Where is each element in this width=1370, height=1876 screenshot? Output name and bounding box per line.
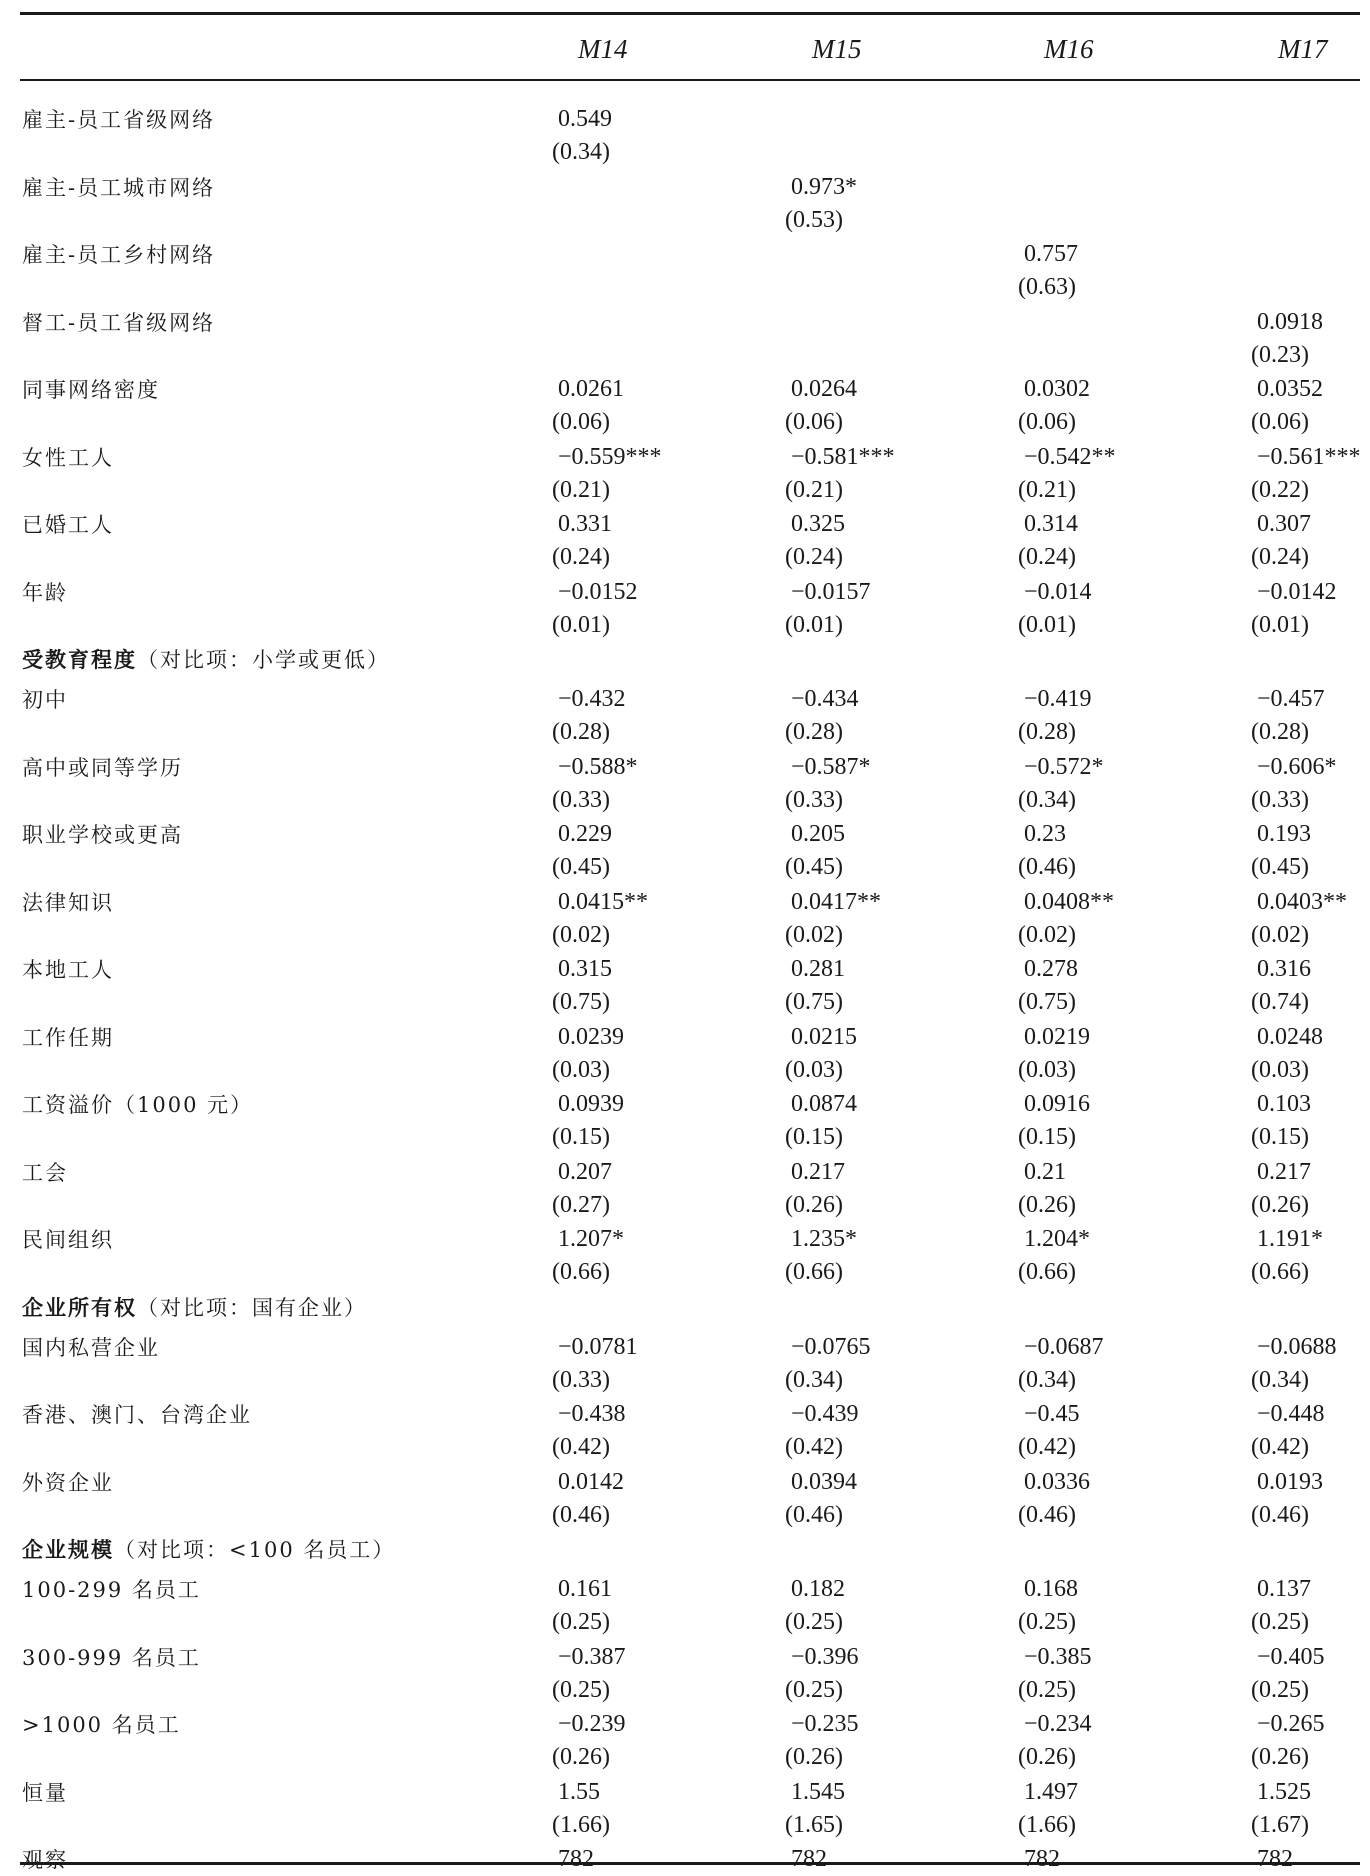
coefficient-cell: −0.561*** bbox=[1257, 443, 1361, 470]
std-error-cell: (0.25) bbox=[1251, 1676, 1309, 1703]
coefficient-cell: 0.0408** bbox=[1024, 888, 1114, 915]
std-error-cell: (0.75) bbox=[1018, 989, 1076, 1015]
coefficient-cell: −0.448 bbox=[1257, 1401, 1325, 1427]
coefficient-cell: 0.0394 bbox=[791, 1468, 857, 1495]
coefficient-cell: 0.217 bbox=[1257, 1158, 1311, 1185]
std-error-cell: (0.45) bbox=[1251, 854, 1309, 880]
coefficient-cell: −0.265 bbox=[1257, 1711, 1325, 1737]
coefficient-cell: 0.0916 bbox=[1024, 1091, 1090, 1117]
coefficient-cell: −0.438 bbox=[558, 1401, 626, 1427]
coefficient-cell: 0.0918 bbox=[1257, 308, 1323, 335]
coefficient-cell: 1.207* bbox=[558, 1226, 624, 1252]
coefficient-cell: 0.217 bbox=[791, 1158, 845, 1185]
std-error-cell: (0.46) bbox=[1018, 854, 1076, 880]
std-error-cell: (0.01) bbox=[1018, 611, 1076, 638]
coefficient-cell: 1.497 bbox=[1024, 1778, 1078, 1805]
std-error-cell: (0.33) bbox=[552, 786, 610, 813]
std-error-cell: (0.33) bbox=[785, 786, 843, 813]
coefficient-cell: −0.405 bbox=[1257, 1643, 1325, 1670]
coefficient-cell: −0.432 bbox=[558, 686, 626, 712]
row-label: 工作任期 bbox=[22, 1025, 114, 1050]
std-error-cell: (1.66) bbox=[1018, 1811, 1076, 1838]
coefficient-cell: 0.973* bbox=[791, 173, 857, 200]
std-error-cell: (0.75) bbox=[785, 989, 843, 1015]
coefficient-cell: −0.572* bbox=[1024, 753, 1104, 780]
coefficient-cell: −0.587* bbox=[791, 753, 871, 780]
std-error-cell: (0.02) bbox=[785, 921, 843, 948]
coefficient-cell: 0.314 bbox=[1024, 511, 1078, 537]
std-error-cell: (0.34) bbox=[552, 139, 610, 165]
std-error-cell: (0.01) bbox=[552, 611, 610, 638]
row-label: 职业学校或更高 bbox=[22, 823, 183, 847]
std-error-cell: (0.01) bbox=[1251, 611, 1309, 638]
std-error-cell: (0.46) bbox=[785, 1501, 843, 1528]
coefficient-cell: 0.0215 bbox=[791, 1023, 857, 1050]
coefficient-cell: 0.0264 bbox=[791, 376, 857, 402]
coefficient-cell: 0.23 bbox=[1024, 821, 1066, 847]
coefficient-cell: 0.103 bbox=[1257, 1091, 1311, 1117]
std-error-cell: (0.02) bbox=[552, 921, 610, 948]
std-error-cell: (0.27) bbox=[552, 1191, 610, 1218]
coefficient-cell: −0.0142 bbox=[1257, 578, 1337, 605]
coefficient-cell: −0.606* bbox=[1257, 753, 1337, 780]
column-header-m16: M16 bbox=[1044, 34, 1094, 64]
std-error-cell: (0.21) bbox=[1018, 476, 1076, 503]
std-error-cell: (0.25) bbox=[785, 1609, 843, 1635]
row-label: 高中或同等学历 bbox=[22, 755, 183, 780]
std-error-cell: (0.03) bbox=[785, 1056, 843, 1083]
coefficient-cell: −0.439 bbox=[791, 1401, 859, 1427]
coefficient-cell: −0.588* bbox=[558, 753, 638, 780]
std-error-cell: (0.42) bbox=[552, 1434, 610, 1460]
coefficient-cell: 0.281 bbox=[791, 956, 845, 982]
std-error-cell: (0.66) bbox=[785, 1259, 843, 1285]
coefficient-cell: 0.278 bbox=[1024, 956, 1078, 982]
std-error-cell: (0.33) bbox=[552, 1366, 610, 1393]
std-error-cell: (0.34) bbox=[1018, 786, 1076, 813]
section-heading-note: （对比项：小学或更低） bbox=[137, 648, 390, 672]
coefficient-cell: 0.0417** bbox=[791, 888, 881, 915]
coefficient-cell: 1.235* bbox=[791, 1226, 857, 1252]
std-error-cell: (0.25) bbox=[552, 1609, 610, 1635]
coefficient-cell: 0.207 bbox=[558, 1158, 612, 1185]
coefficient-cell: 0.229 bbox=[558, 821, 612, 847]
coefficient-cell: −0.457 bbox=[1257, 686, 1325, 712]
coefficient-cell: 0.0415** bbox=[558, 888, 648, 915]
column-header-m14: M14 bbox=[578, 34, 628, 64]
coefficient-cell: −0.239 bbox=[558, 1711, 626, 1737]
coefficient-cell: 0.315 bbox=[558, 956, 612, 982]
coefficient-cell: −0.0765 bbox=[791, 1333, 871, 1360]
std-error-cell: (0.75) bbox=[552, 989, 610, 1015]
coefficient-cell: 782 bbox=[1257, 1846, 1293, 1872]
row-label: 年龄 bbox=[22, 580, 68, 605]
coefficient-cell: −0.559*** bbox=[558, 443, 662, 470]
table-bottom-rule bbox=[20, 1862, 1360, 1865]
std-error-cell: (0.26) bbox=[1251, 1191, 1309, 1218]
coefficient-cell: 0.0261 bbox=[558, 376, 624, 402]
std-error-cell: (0.28) bbox=[1018, 719, 1076, 745]
std-error-cell: (0.02) bbox=[1251, 921, 1309, 948]
section-heading bbox=[22, 1292, 367, 1322]
coefficient-cell: 1.545 bbox=[791, 1778, 845, 1805]
section-heading bbox=[22, 644, 390, 674]
std-error-cell: (0.02) bbox=[1018, 921, 1076, 948]
std-error-cell: (0.26) bbox=[1018, 1191, 1076, 1218]
coefficient-cell: −0.542** bbox=[1024, 443, 1116, 470]
coefficient-cell: −0.0781 bbox=[558, 1333, 638, 1360]
std-error-cell: (0.22) bbox=[1251, 476, 1309, 503]
coefficient-cell: 1.525 bbox=[1257, 1778, 1311, 1805]
coefficient-cell: 0.137 bbox=[1257, 1576, 1311, 1602]
std-error-cell: (0.46) bbox=[1251, 1501, 1309, 1528]
std-error-cell: (0.34) bbox=[1018, 1366, 1076, 1393]
coefficient-cell: 0.757 bbox=[1024, 241, 1078, 267]
row-label: 国内私营企业 bbox=[22, 1335, 160, 1360]
std-error-cell: (0.33) bbox=[1251, 786, 1309, 813]
coefficient-cell: 782 bbox=[791, 1846, 827, 1872]
std-error-cell: (0.24) bbox=[785, 544, 843, 570]
coefficient-cell: 0.549 bbox=[558, 106, 612, 132]
row-label: 恒量 bbox=[22, 1780, 68, 1805]
std-error-cell: (0.03) bbox=[552, 1056, 610, 1083]
std-error-cell: (0.26) bbox=[552, 1744, 610, 1770]
row-label: 已婚工人 bbox=[22, 513, 114, 537]
std-error-cell: (0.42) bbox=[1018, 1434, 1076, 1460]
std-error-cell: (0.42) bbox=[1251, 1434, 1309, 1460]
std-error-cell: (0.25) bbox=[1018, 1676, 1076, 1703]
coefficient-cell: 0.0336 bbox=[1024, 1468, 1090, 1495]
std-error-cell: (0.06) bbox=[1018, 409, 1076, 435]
coefficient-cell: 0.0248 bbox=[1257, 1023, 1323, 1050]
coefficient-cell: −0.45 bbox=[1024, 1401, 1080, 1427]
std-error-cell: (0.03) bbox=[1251, 1056, 1309, 1083]
coefficient-cell: 0.0219 bbox=[1024, 1023, 1090, 1050]
coefficient-cell: 0.161 bbox=[558, 1576, 612, 1602]
std-error-cell: (0.66) bbox=[552, 1259, 610, 1285]
std-error-cell: (0.28) bbox=[1251, 719, 1309, 745]
coefficient-cell: 782 bbox=[1024, 1846, 1060, 1872]
coefficient-cell: 0.168 bbox=[1024, 1576, 1078, 1602]
std-error-cell: (0.28) bbox=[552, 719, 610, 745]
column-header-m17: M17 bbox=[1278, 34, 1328, 64]
std-error-cell: (0.34) bbox=[785, 1366, 843, 1393]
std-error-cell: (0.24) bbox=[1251, 544, 1309, 570]
row-label: 法律知识 bbox=[22, 890, 114, 915]
table-top-rule bbox=[20, 12, 1360, 15]
std-error-cell: (0.74) bbox=[1251, 989, 1309, 1015]
row-label: 工资溢价（1000 元） bbox=[22, 1093, 254, 1117]
row-label: 本地工人 bbox=[22, 958, 114, 982]
std-error-cell: (0.15) bbox=[1251, 1124, 1309, 1150]
std-error-cell: (0.53) bbox=[785, 206, 843, 233]
std-error-cell: (0.26) bbox=[1251, 1744, 1309, 1770]
row-label: 雇主-员工城市网络 bbox=[22, 175, 216, 200]
row-label: 雇主-员工省级网络 bbox=[22, 108, 216, 132]
section-heading bbox=[22, 1534, 395, 1564]
coefficient-cell: −0.396 bbox=[791, 1643, 859, 1670]
coefficient-cell: 0.21 bbox=[1024, 1158, 1066, 1185]
std-error-cell: (0.46) bbox=[1018, 1501, 1076, 1528]
row-label: 同事网络密度 bbox=[22, 378, 160, 402]
row-label: 女性工人 bbox=[22, 445, 114, 470]
row-label: 雇主-员工乡村网络 bbox=[22, 243, 216, 267]
std-error-cell: (0.25) bbox=[785, 1676, 843, 1703]
coefficient-cell: −0.387 bbox=[558, 1643, 626, 1670]
coefficient-cell: −0.419 bbox=[1024, 686, 1092, 712]
coefficient-cell: 0.0193 bbox=[1257, 1468, 1323, 1495]
std-error-cell: (0.15) bbox=[785, 1124, 843, 1150]
section-heading-note: （对比项：国有企业） bbox=[137, 1295, 367, 1320]
std-error-cell: (0.06) bbox=[552, 409, 610, 435]
coefficient-cell: 0.0302 bbox=[1024, 376, 1090, 402]
std-error-cell: (0.26) bbox=[785, 1744, 843, 1770]
row-label: 督工-员工省级网络 bbox=[22, 310, 216, 335]
std-error-cell: (0.24) bbox=[1018, 544, 1076, 570]
coefficient-cell: 0.205 bbox=[791, 821, 845, 847]
std-error-cell: (0.01) bbox=[785, 611, 843, 638]
coefficient-cell: 0.0939 bbox=[558, 1091, 624, 1117]
coefficient-cell: 0.307 bbox=[1257, 511, 1311, 537]
coefficient-cell: −0.434 bbox=[791, 686, 859, 712]
std-error-cell: (0.24) bbox=[552, 544, 610, 570]
coefficient-cell: 782 bbox=[558, 1846, 594, 1872]
row-label: 外资企业 bbox=[22, 1470, 114, 1495]
coefficient-cell: −0.0152 bbox=[558, 578, 638, 605]
coefficient-cell: 1.55 bbox=[558, 1778, 600, 1805]
coefficient-cell: −0.0688 bbox=[1257, 1333, 1337, 1360]
row-label: >1000 名员工 bbox=[22, 1713, 181, 1737]
std-error-cell: (0.06) bbox=[1251, 409, 1309, 435]
coefficient-cell: 0.0239 bbox=[558, 1023, 624, 1050]
std-error-cell: (0.26) bbox=[1018, 1744, 1076, 1770]
section-heading-bold: 企业所有权 bbox=[22, 1294, 137, 1320]
coefficient-cell: −0.234 bbox=[1024, 1711, 1092, 1737]
coefficient-cell: 1.204* bbox=[1024, 1226, 1090, 1252]
column-header-m15: M15 bbox=[812, 34, 862, 64]
std-error-cell: (0.15) bbox=[552, 1124, 610, 1150]
row-label: 工会 bbox=[22, 1160, 68, 1185]
row-label: 初中 bbox=[22, 688, 68, 712]
coefficient-cell: 0.182 bbox=[791, 1576, 845, 1602]
coefficient-cell: 0.0874 bbox=[791, 1091, 857, 1117]
std-error-cell: (1.66) bbox=[552, 1811, 610, 1838]
std-error-cell: (0.28) bbox=[785, 719, 843, 745]
std-error-cell: (0.34) bbox=[1251, 1366, 1309, 1393]
coefficient-cell: 0.193 bbox=[1257, 821, 1311, 847]
section-heading-note: （对比项：<100 名员工） bbox=[114, 1538, 396, 1562]
std-error-cell: (0.23) bbox=[1251, 341, 1309, 368]
row-label: 民间组织 bbox=[22, 1228, 114, 1252]
section-heading-bold: 企业规模 bbox=[22, 1537, 114, 1562]
coefficient-cell: 0.0403** bbox=[1257, 888, 1347, 915]
coefficient-cell: −0.014 bbox=[1024, 578, 1092, 605]
coefficient-cell: 0.331 bbox=[558, 511, 612, 537]
std-error-cell: (0.66) bbox=[1018, 1259, 1076, 1285]
coefficient-cell: −0.581*** bbox=[791, 443, 895, 470]
std-error-cell: (0.21) bbox=[552, 476, 610, 503]
coefficient-cell: −0.385 bbox=[1024, 1643, 1092, 1670]
std-error-cell: (0.15) bbox=[1018, 1124, 1076, 1150]
row-label: 100-299 名员工 bbox=[22, 1578, 201, 1602]
table-header-rule bbox=[20, 79, 1360, 81]
std-error-cell: (0.21) bbox=[785, 476, 843, 503]
std-error-cell: (0.63) bbox=[1018, 274, 1076, 300]
coefficient-cell: −0.235 bbox=[791, 1711, 859, 1737]
std-error-cell: (0.42) bbox=[785, 1434, 843, 1460]
std-error-cell: (0.45) bbox=[552, 854, 610, 880]
std-error-cell: (0.25) bbox=[1018, 1609, 1076, 1635]
std-error-cell: (0.25) bbox=[1251, 1609, 1309, 1635]
std-error-cell: (0.45) bbox=[785, 854, 843, 880]
std-error-cell: (0.66) bbox=[1251, 1259, 1309, 1285]
coefficient-cell: 0.0352 bbox=[1257, 376, 1323, 402]
std-error-cell: (0.46) bbox=[552, 1501, 610, 1528]
std-error-cell: (0.06) bbox=[785, 409, 843, 435]
row-label: 300-999 名员工 bbox=[22, 1645, 201, 1670]
coefficient-cell: 0.316 bbox=[1257, 956, 1311, 982]
std-error-cell: (0.26) bbox=[785, 1191, 843, 1218]
row-label: 香港、澳门、台湾企业 bbox=[22, 1403, 252, 1427]
std-error-cell: (0.25) bbox=[552, 1676, 610, 1703]
coefficient-cell: −0.0687 bbox=[1024, 1333, 1104, 1360]
section-heading-bold: 受教育程度 bbox=[22, 647, 137, 672]
std-error-cell: (1.67) bbox=[1251, 1811, 1309, 1838]
row-label: 观察 bbox=[22, 1848, 68, 1872]
std-error-cell: (0.03) bbox=[1018, 1056, 1076, 1083]
coefficient-cell: 0.0142 bbox=[558, 1468, 624, 1495]
coefficient-cell: 1.191* bbox=[1257, 1226, 1323, 1252]
coefficient-cell: −0.0157 bbox=[791, 578, 871, 605]
coefficient-cell: 0.325 bbox=[791, 511, 845, 537]
std-error-cell: (1.65) bbox=[785, 1811, 843, 1838]
